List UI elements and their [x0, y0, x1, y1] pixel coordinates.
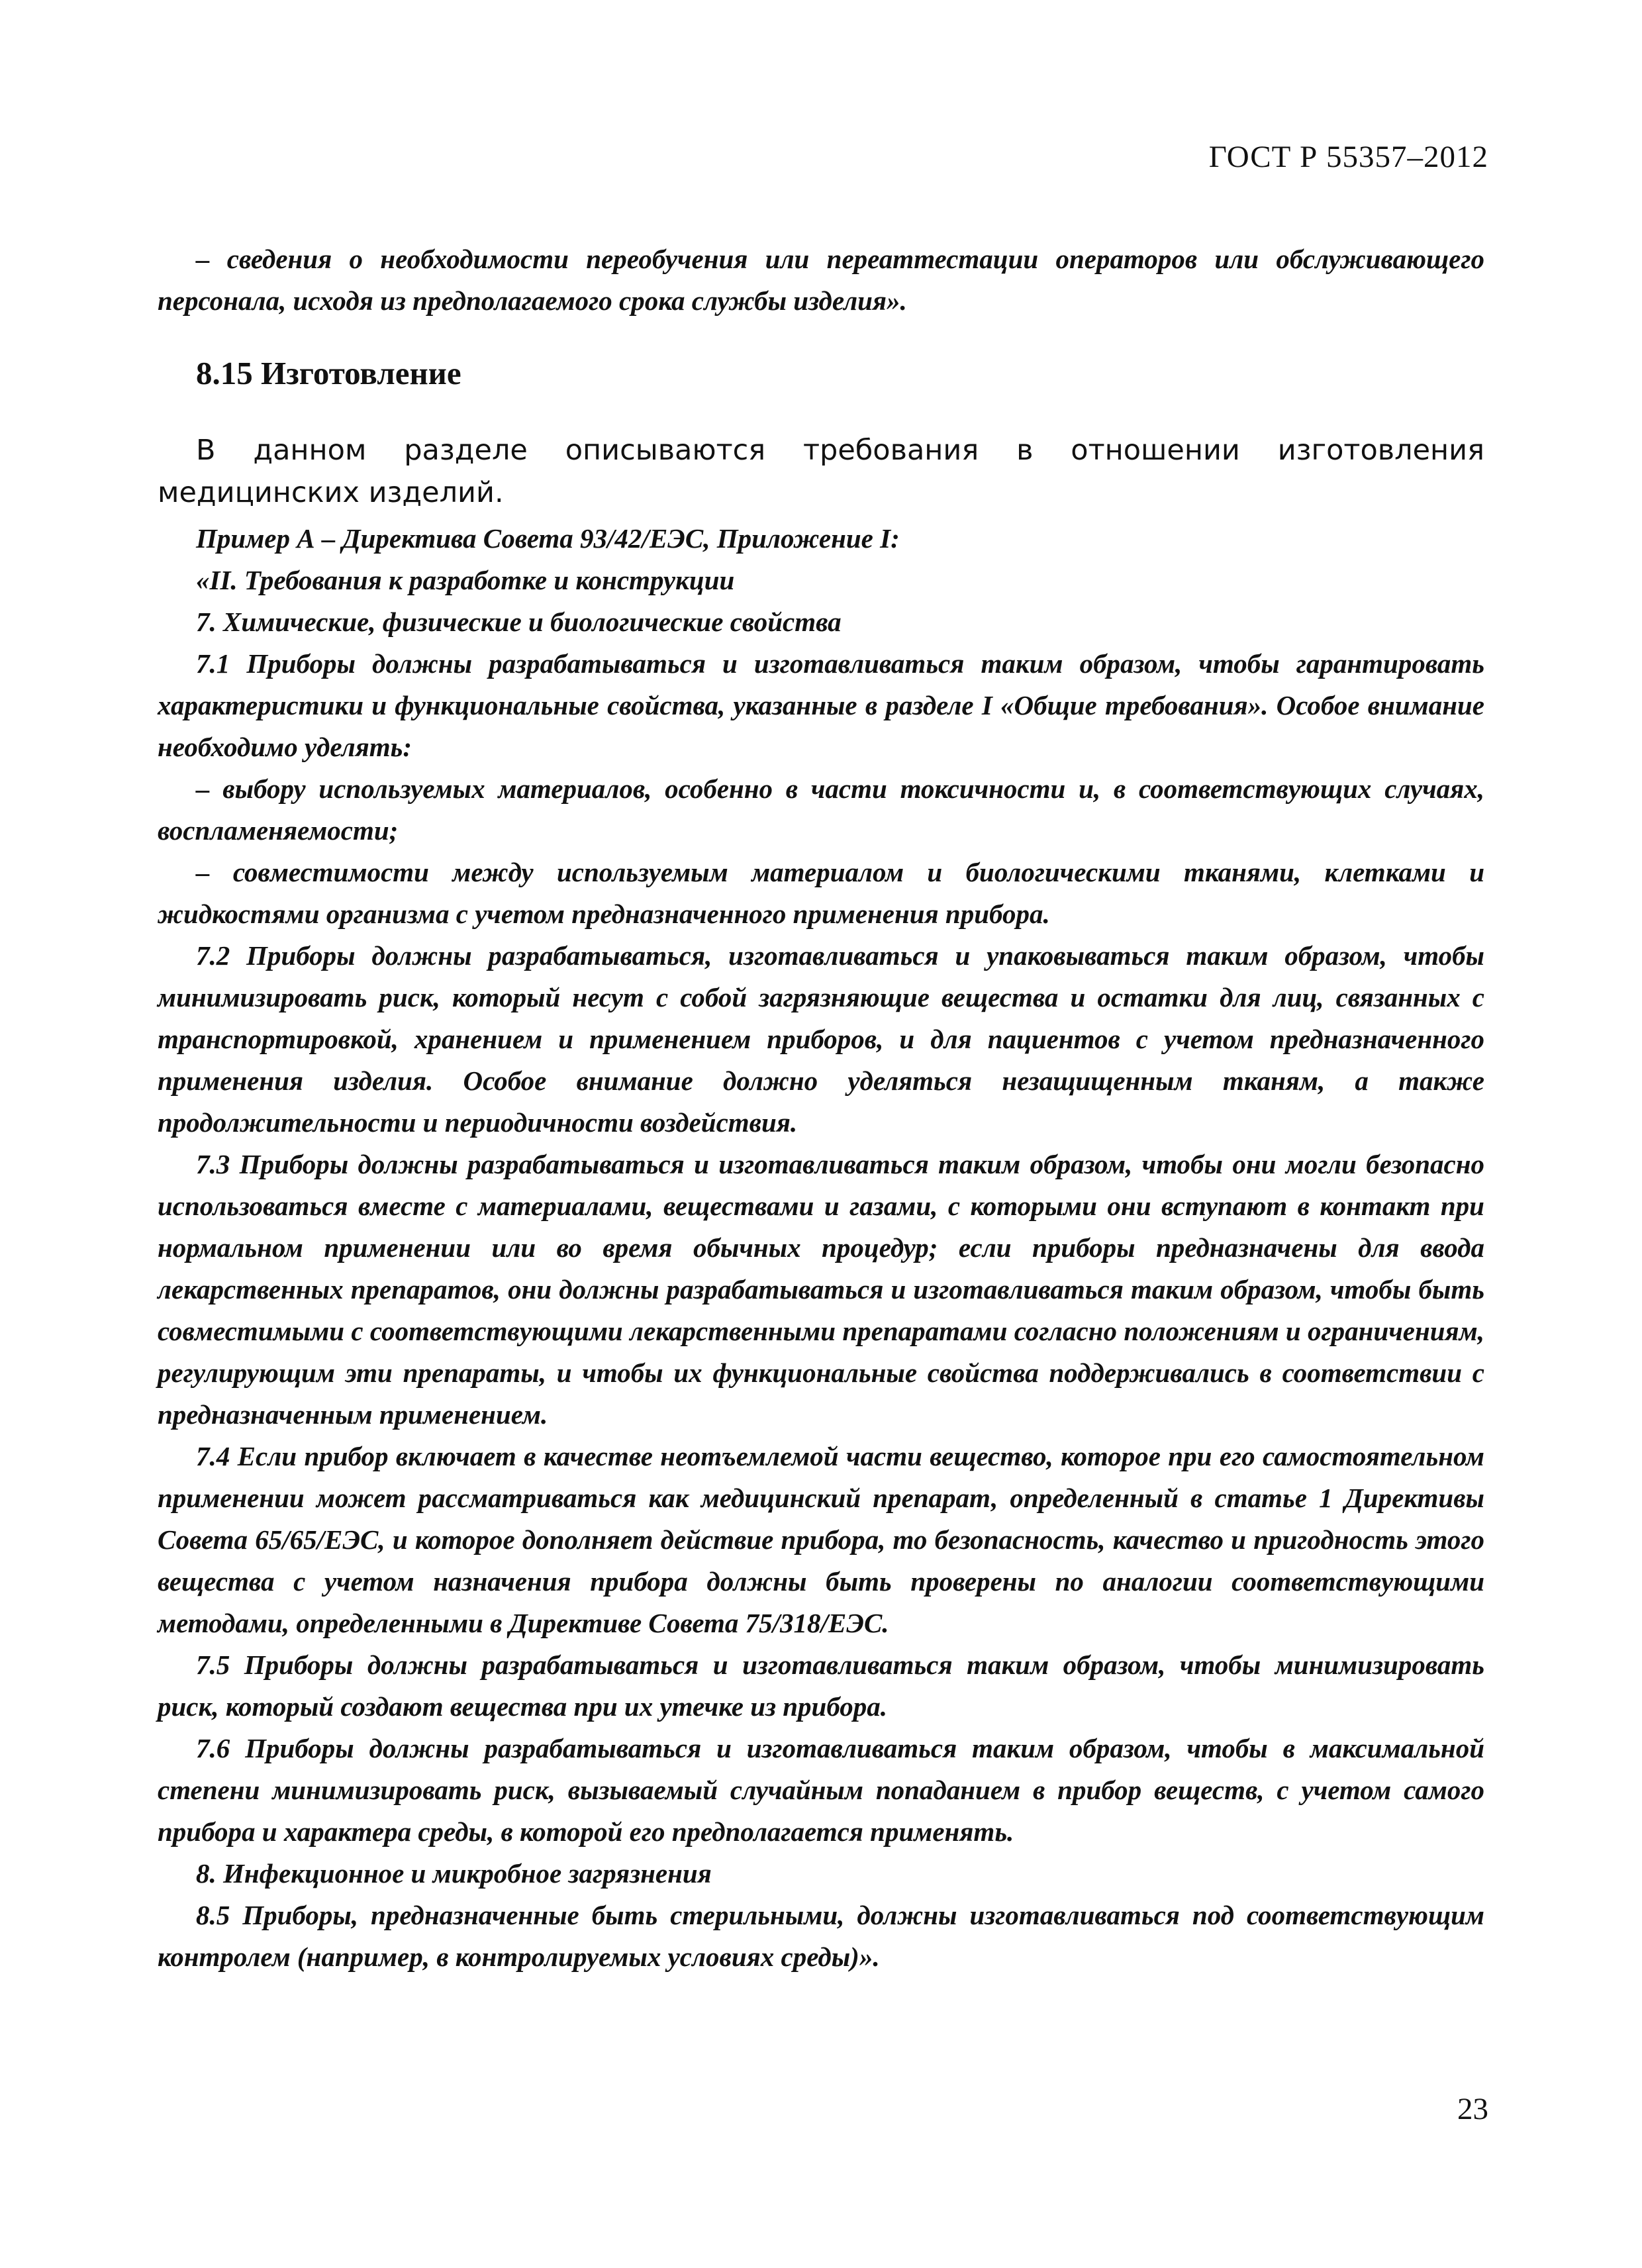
document-code: ГОСТ Р 55357–2012	[1208, 140, 1488, 174]
section-title: 8.15 Изготовление	[196, 355, 461, 391]
page-content	[158, 238, 1484, 1978]
paragraph-7-4: 7.4 Если прибор включает в качестве неотъемлемой части вещество, которое при его самостоятельном применении может рассматриваться как медицинский препарат, определенный в статье 1 Директивы Совета 65/65/ЕЭС, и которое дополняет действие прибора, то безопасность, качество и пригодность этого вещества с учетом назначения прибора должны быть проверены по аналогии соответствующими методами, определенными в Директиве Совета 75/318/ЕЭС.	[158, 1441, 1484, 1638]
section-intro: В данном разделе описываются требования в отношении изготовления медицинских изделий.	[158, 434, 1484, 509]
example-heading: Пример А – Директива Совета 93/42/ЕЭС, Приложение I:	[196, 523, 900, 554]
item-8-title: 8. Инфекционное и микробное загрязнения	[196, 1858, 712, 1889]
continuation-paragraph: – сведения о необходимости переобучения или переаттестации операторов или обслуживающего персонала, исходя из предполагаемого срока службы изделия».	[158, 244, 1484, 316]
paragraph-7-1-a: – выбору используемых материалов, особенно в части токсичности и, в соответствующих случаях, воспламеняемости;	[158, 773, 1484, 846]
paragraph-7-1: 7.1 Приборы должны разрабатываться и изготавливаться таким образом, чтобы гарантировать характеристики и функциональные свойства, указанные в разделе I «Общие требования». Особое внимание необходимо уделять:	[158, 648, 1484, 762]
paragraph-7-6: 7.6 Приборы должны разрабатываться и изготавливаться таким образом, чтобы в максимальной степени минимизировать риск, вызываемый случайным попаданием в прибор веществ, с учетом самого прибора и характера среды, в которой его предполагается применять.	[158, 1733, 1484, 1847]
item-7-title: 7. Химические, физические и биологические свойства	[196, 607, 842, 637]
example-subheading: «II. Требования к разработке и конструкции	[196, 565, 735, 595]
paragraph-7-5: 7.5 Приборы должны разрабатываться и изготавливаться таким образом, чтобы минимизировать риск, который создают вещества при их утечке из прибора.	[158, 1650, 1484, 1722]
paragraph-7-2: 7.2 Приборы должны разрабатываться, изготавливаться и упаковываться таким образом, чтобы минимизировать риск, который несут с собой загрязняющие вещества и остатки для лиц, связанных с транспортировкой, хранением и применением приборов, и для пациентов с учетом предназначенного применения изделия. Особое внимание должно уделяться незащищенным тканям, а также продолжительности и периодичности воздействия.	[158, 940, 1484, 1138]
paragraph-7-3: 7.3 Приборы должны разрабатываться и изготавливаться таким образом, чтобы они могли безопасно использоваться вместе с материалами, веществами и газами, с которыми они вступают в контакт при нормальном применении или во время обычных процедур; если приборы предназначены для ввода лекарственных препаратов, они должны разрабатываться и изготавливаться таким образом, чтобы быть совместимыми с соответствующими лекарственными препаратами согласно положениям и ограничениям, регулирующим эти препараты, и чтобы их функциональные свойства поддерживались в соответствии с предназначенным применением.	[158, 1149, 1484, 1430]
paragraph-7-1-b: – совместимости между используемым материалом и биологическими тканями, клетками и жидкостями организма с учетом предназначенного применения прибора.	[158, 857, 1484, 929]
paragraph-8-5: 8.5 Приборы, предназначенные быть стерильными, должны изготавливаться под соответствующим контролем (например, в контролируемых условиях среды)».	[158, 1900, 1484, 1972]
page-number: 23	[1457, 2092, 1488, 2126]
